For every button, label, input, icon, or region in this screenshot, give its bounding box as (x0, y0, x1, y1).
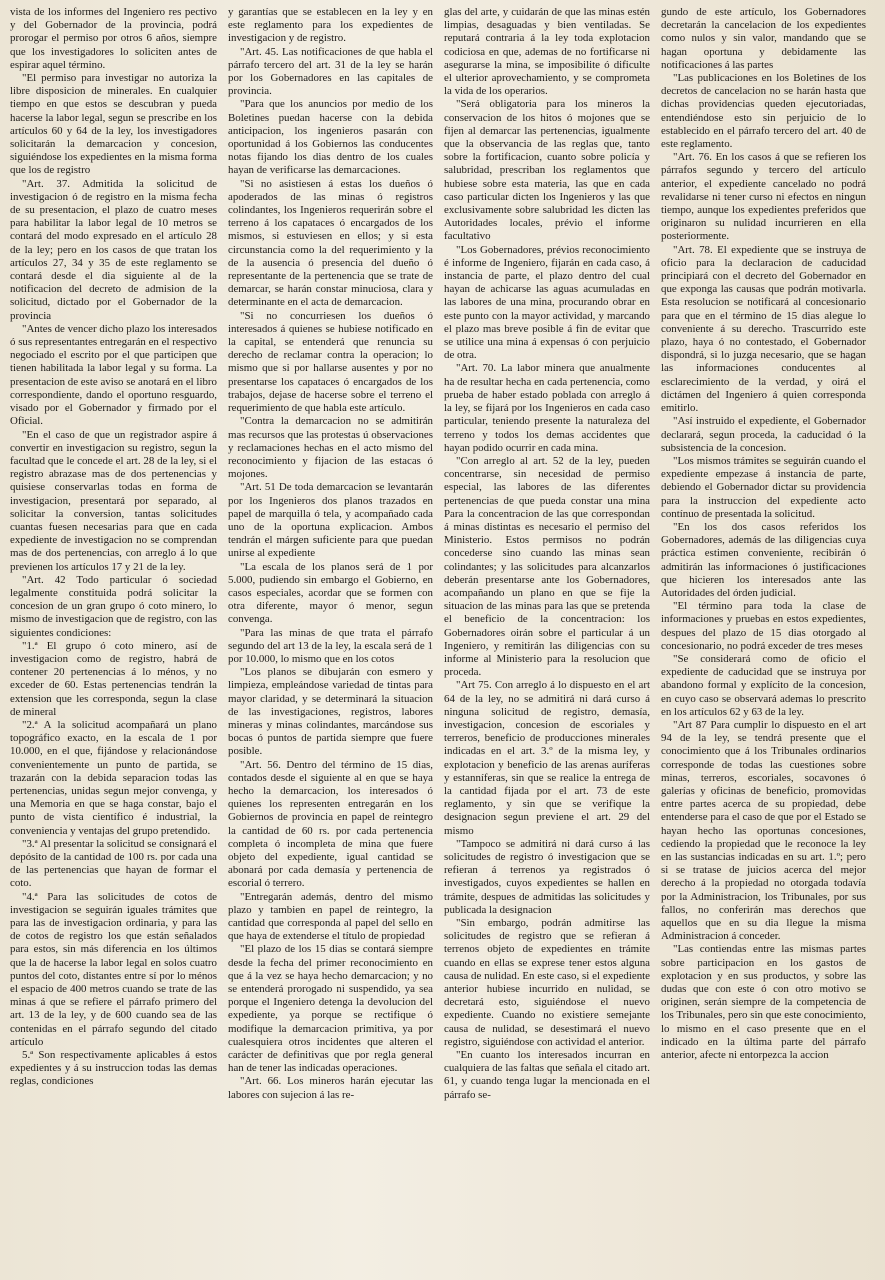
paragraph: "Art. 76. En los casos á que se refieren los párrafos segundo y tercero del artículo anterior, el expediente cancelado no podrá revalidarse ni tener curso ni efectos en ningun tiempo, aunque los expedientes preferidos que originaron su nulidad incurrieren en ella posteriormente. (661, 151, 866, 243)
paragraph: "Será obligatoria para los mineros la conservacion de los hitos ó mojones que se fijen al demarcar las pertenencias, igualmente que la observancia de las reglas que, tanto sobre la fortificacion, cuanto sobre policía y salubridad, prescriban los reglamentos que hubiese sobre esta materia, las que en cada caso particular dicten los Ingenieros y las que exclusivamente sobre salubridad les dicten las Autoridades locales, prévio el informe facultativo (444, 98, 650, 243)
paragraph: "Art. 42 Todo particular ó sociedad legalmente constituida podrá solicitar la concesion de un gran grupo ó coto minero, lo mismo de investigacion que de registro, con las siguientes condiciones: (10, 573, 217, 639)
paragraph: "En cuanto los interesados incurran en cualquiera de las faltas que señala el citado art. 61, y cuando tenga lugar la mencionada en el párrafo se- (444, 1049, 650, 1101)
paragraph: "Entregarán además, dentro del mismo plazo y tambien en papel de reintegro, la cantidad que corresponda al papel del sello en que haya de extenderse el título de propiedad (228, 890, 433, 943)
paragraph: "Se considerará como de oficio el expediente de caducidad que se instruya por abandono formal y explícito de la concesion, en cuyo caso se observará ademas lo prescrito en los artículos 62 y 63 de la ley. (661, 652, 866, 718)
paragraph: "Tampoco se admitirá ni dará curso á las solicitudes de registro ó investigacion que se refieran á terrenos ya registrados ó investigados, cuyos expedientes se hallen en trámite, despues de admitidas las solicitudes y publicada la designacion (444, 837, 650, 916)
paragraph: "Sin embargo, podrán admitirse las solicitudes de registro que se refieran á terrenos objeto de expedientes en trámite cuando en ellas se exprese tener estos alguna causa de nulidad. En este caso, si el expediente anterior hubiese incurrido en nulidad, se decretará esto, siguiéndose el nuevo expediente. Cuando no existiere semejante causa de nulidad, se desestimará el nuevo registro, siguiéndose con actividad el anterior. (444, 917, 650, 1048)
paragraph: "Si no asistiesen á estas los dueños ó apoderados de las minas ó registros colindantes, los Ingenieros requerirán sobre el terreno á los capataces ó encargados de los mismos, si estuviesen en ellos; y si esta circunstancia como la del requerimiento y la de la ausencia ó presencia del dueño ó representante de la pertenencia que se trate de demarcar, se harán constar minuciosa, clara y determinante en el acta de demarcacion. (228, 177, 433, 309)
paragraph: "Los planos se dibujarán con esmero y limpieza, empleándose variedad de tintas para mayor claridad, y se determinará la situacion de las investigaciones, registros, labores mineras y minas colindantes, marcándose sus bocas ó puntos de partida siempre que fuere posible. (228, 666, 433, 758)
paragraph: glas del arte, y cuidarán de que las minas estén limpias, desaguadas y bien ventiladas. Se reputará contraria á la ley toda explotacion codiciosa en que, ademas de no fortificarse ni asegurarse la mina, se imposibilite ó dificulte el ulterior aprovechamiento, y se comprometa la vida de los operarios. (444, 6, 650, 98)
paragraph: gundo de este artículo, los Gobernadores decretarán la cancelacion de los expedientes como nulos y sin valor, mandando que se hagan oportuna y debidamente las notificaciones á las partes (661, 6, 866, 71)
paragraph: "Art 75. Con arreglo á lo dispuesto en el art 64 de la ley, no se admitirá ni dará curso á ninguna solicitud de registro, demasía, investigacion, concesion de escoriales y terreros, beneficio de producciones minerales indicadas en el art. 3.º de la misma ley, y explotacion y beneficio de las arenas auríferas y estanníferas, sin que se realice la entrega de la cantidad fijada por el art. 73 de este reglamento, y sin que se verifique la designacion segun previene el art. 29 del mismo (444, 679, 650, 837)
paragraph: "Las publicaciones en los Boletines de los decretos de cancelacion no se harán hasta que dichas providencias queden ejecutoriadas, entendiéndose esto sin perjuicio de lo establecido en el párrafo tercero del art. 40 de este reglamento. (661, 72, 866, 151)
paragraph: vista de los informes del Ingeniero res pectivo y del Gobernador de la provincia, podrá prorogar el permiso por otros 6 años, siempre que los investigadores lo soliciten antes de espirar aquel término. (10, 6, 217, 71)
paragraph: "Los mismos trámites se seguirán cuando el expediente empezase á instancia de parte, debiendo el Gobernador dictar su providencia para la instruccion del expediente acto contínuo de presentada la solicitud. (661, 454, 866, 520)
paragraph: "Así instruido el expediente, el Gobernador declarará, segun proceda, la caducidad ó la subsistencia de la concesion. (661, 415, 866, 454)
paragraph: "Para las minas de que trata el párrafo segundo del art 13 de la ley, la escala será de 1 por 10.000, lo mismo que en los cotos (228, 626, 433, 665)
column-3 (444, 6, 650, 1276)
column-4 (661, 6, 866, 1276)
paragraph: "El permiso para investigar no autoriza la libre disposicion de minerales. En cualquier tiempo en que estos se descubran y pueda hacerse la labor legal, segun se prescribe en los artículos 60 y 64 de la ley, los investigadores solicitarán la demarcacion y concesion, siguiéndose los expedientes en la misma forma que los de registro (10, 72, 217, 177)
column-1 (10, 6, 217, 1276)
paragraph: "Contra la demarcacion no se admitirán mas recursos que las protestas ú observaciones y reclamaciones hechas en el acto mismo del reconocimiento y fijacion de las estacas ó mojones. (228, 415, 433, 481)
paragraph: "4.ª Para las solicitudes de cotos de investigacion se seguirán iguales trámites que para las de investigacion ordinaria, y para las de cotos de registro los que están señalados para estos, sin más diferencia en los últimos que la de hacerse la labor legal en solos cuatro puntos del coto, distantes entre sí por lo ménos el espacio de 400 metros cuando se trate de las minas á que se refiere el párrafo primero del art. 13 de la ley, y de 600 cuando sea de las contenidas en el párrafo segundo del citado artículo (10, 890, 217, 1048)
paragraph: "Con arreglo al art. 52 de la ley, pueden concentrarse, sin necesidad de permiso especial, las labores de las diferentes pertenencias de que pueda constar una mina Para la concentracion de las que correspondan á minas distintas es necesario el permiso del Ministerio. Estos permisos no podrán concederse sino cuando las minas sean colindantes; y las solicitudes para alcanzarlos deberán presentarse ante los Gobernadores, acompañando un plano en que se fije la situacion de las minas para las que se pretenda el beneficio de la concentracion: los Gobernadores oirán sobre el particular á un Ingeniero, y remitirán las diligencias con su informe al Ministerio para la resolucion que proceda. (444, 454, 650, 679)
paragraph: "Para que los anuncios por medio de los Boletines puedan hacerse con la debida anticipacion, los ingenieros pasarán con oportunidad á los Gobiernos las conducentes notas fijando los dias dentro de los cuales hayan de verificarse las demarcaciones. (228, 98, 433, 177)
paragraph: "Art. 66. Los mineros harán ejecutar las labores con sujecion á las re- (228, 1075, 433, 1101)
paragraph: "1.ª El grupo ó coto minero, así de investigacion como de registro, habrá de contener 20 pertenencias á lo ménos, y no exceder de 60. Estas pertenencias tendrán la extension que les corresponda, segun la clase de mineral (10, 639, 217, 718)
paragraph: "El plazo de los 15 dias se contará siempre desde la fecha del primer reconocimiento en que á la vez se haya hecho demarcacion; y no se entenderá prorogado ni suspendido, ya sea porque el Ingeniero detenga la devolucion del expediente, ya porque se rectifique ó modifique la demarcacion primitiva, ya por cualesquiera otros incidentes que alteren el carácter de definitivas que por regla general han de tener las indicadas operaciones. (228, 943, 433, 1075)
text-columns (10, 6, 881, 1276)
paragraph: "Art. 70. La labor minera que anualmente ha de resultar hecha en cada pertenencia, como prueba de haber estado poblada con arreglo á la ley, se fijará por los Ingenieros en cada caso particular, teniendo presente la naturaleza del terreno y todos los demas accidentes que hayan podido ocurrir en cada mina. (444, 362, 650, 454)
paragraph: "2.ª A la solicitud acompañará un plano topográfico exacto, en la escala de 1 por 10.000, en el que, fijándose y relacionándose convenientemente un punto de partida, se trazarán con la debida separacion todas las pertenencias, unidas segun mejor convenga, y una Memoria en que se haga constar, bajo el punto de vista científico é industrial, la conveniencia y ventajas del grupo pretendido. (10, 718, 217, 837)
paragraph: "Si no concurriesen los dueños ó interesados á quienes se hubiese notificado en la capital, se entenderá que renuncia su derecho de reclamar contra la operacion; lo mismo que si por hallarse ausentes y por no presentarse los capataces ó encargados de los trabajos, dejase de hacerse sobre el terreno el requerimiento de que habla este artículo. (228, 309, 433, 415)
column-2 (228, 6, 433, 1276)
paragraph: "Art 87 Para cumplir lo dispuesto en el art 94 de la ley, se tendrá presente que el conocimiento que á los Tribunales ordinarios corresponde de todas las cuestiones sobre minas, terreros, escoriales, socavones ó galerías y oficinas de beneficio, promovidas entre partes acerca de su propiedad, debe entenderse para el caso de que por el Estado se hayan hecho las oportunas concesiones, cediendo la propiedad que le reconoce la ley en las sustancias indicadas en su art. 1.º; pero si se tratase de juicios acerca del mejor derecho á la propiedad no otorgada todavía por la Administracion, los Tribunales, por sus fallos, no conferirán mas derechos que aquellos que en su dia llegue la misma Administracion á conceder. (661, 718, 866, 943)
paragraph: "Los Gobernadores, prévios reconocimiento é informe de Ingeniero, fijarán en cada caso, á instancia de parte, el plazo dentro del cual hayan de achicarse las aguas acumuladas en las labores de una mina, procurando obrar en este punto con la mayor actividad, y marcando el plazo mas breve posible á fin de evitar que se utilice una mina á expensas ó con perjuicio de otra. (444, 243, 650, 362)
paragraph: 5.ª Son respectivamente aplicables á estos expedientes y á su instruccion todas las demas reglas, condiciones (10, 1049, 217, 1088)
paragraph: "El término para toda la clase de informaciones y pruebas en estos expedientes, despues del plazo de 15 dias otorgado al concesionario, no podrá exceder de tres meses (661, 600, 866, 652)
paragraph: "Antes de vencer dicho plazo los interesados ó sus representantes entregarán en el respectivo negociado el escrito por el que participen que tienen habilitada la labor legal y su forma. La presentacion de este aviso se anotará en el libro correspondiente, dando el oportuno resguardo, visado por el Gobernador y firmado por el Oficial. (10, 322, 217, 428)
paragraph: "Art. 78. El expediente que se instruya de oficio para la declaracion de caducidad principiará con el decreto del Gobernador en que exponga las causas que podrán motivarla. Esta resolucion se notificará al concesionario para que en el término de 15 dias alegue lo conveniente á su derecho. Trascurrido este plazo, haya ó no contestado, el Gobernador dispondrá, si lo juzga necesario, que se hagan las informaciones conducentes al esclarecimiento de la verdad, y oirá el dictámen del Ingeniero á quien corresponda emitirlo. (661, 243, 866, 415)
paragraph: "Art. 37. Admitida la solicitud de investigacion ó de registro en la misma fecha de su presentacion, el plazo de cuatro meses para habilitar la labor legal de 10 metros se contará del modo expresado en el artículo 28 de la ley; pero en los casos de que tratan los artículos 27, 34 y 35 de este reglamento se contará desde el dia siguiente al de la notificacion del decreto de admision de la solicitud, dictado por el Gobernador de la provincia (10, 177, 217, 322)
paragraph: "Art. 51 De toda demarcacion se levantarán por los Ingenieros dos planos trazados en papel de marquilla ó tela, y acompañado cada uno de la oportuna explicacion. Ambos tendrán el márgen suficiente para que puedan unirse al expediente (228, 481, 433, 560)
paragraph: y garantías que se establecen en la ley y en este reglamento para los expedientes de investigacion y de registro. (228, 6, 433, 45)
paragraph: "En el caso de que un registrador aspire á convertir en investigacion su registro, segun la facultad que le concede el art. 28 de la ley, si el registro abrazase mas de dos pertenencias y quisiese conservarlas todas en forma de investigacion, presentará por separado, al solicitar la conversion, tantas solicitudes cuantas fuesen necesarias para que en cada expediente de investigacion no se comprendan mas de dos pertenencias, con arreglo á lo que previenen los artículos 17 y 21 de la ley. (10, 428, 217, 573)
paragraph: "Art. 45. Las notificaciones de que habla el párrafo tercero del art. 31 de la ley se harán por los Gobernadores en las capitales de provincia. (228, 45, 433, 98)
paragraph: "3.ª Al presentar la solicitud se consignará el depósito de la cantidad de 100 rs. por cada una de las pertenencias que hayan de formar el coto. (10, 837, 217, 890)
paragraph: "Las contiendas entre las mismas partes sobre participacion en los gastos de explotacion y en sus productos, y sobre las dudas que con este ó con otro motivo se originen, serán siempre de la competencia de los Tribunales, pero sin que este conocimiento, lo mismo en el caso presente que en el indicado en la última parte del párrafo anterior, afecte ni entorpezca la accion (661, 943, 866, 1062)
paragraph: "La escala de los planos será de 1 por 5.000, pudiendo sin embargo el Gobierno, en casos especiales, acordar que se formen con otra diferente, mayor ó menor, segun convenga. (228, 560, 433, 626)
paragraph: "Art. 56. Dentro del término de 15 dias, contados desde el siguiente al en que se haya hecho la demarcacion, los interesados ó quienes los representen entregarán en los Gobiernos de provincia en papel de reintegro la cantidad de 60 rs. por cada pertenencia completa ó incompleta de mina que fuere objeto del expediente, igual cantidad se abonará por cada demasía y pertenencia de escorial ó terrero. (228, 758, 433, 890)
paragraph: "En los dos casos referidos los Gobernadores, además de las diligencias cuya práctica estimen conveniente, recibirán ó admitirán las informaciones ó justificaciones que hicieren los interesados ante las Autoridades del órden judicial. (661, 520, 866, 599)
